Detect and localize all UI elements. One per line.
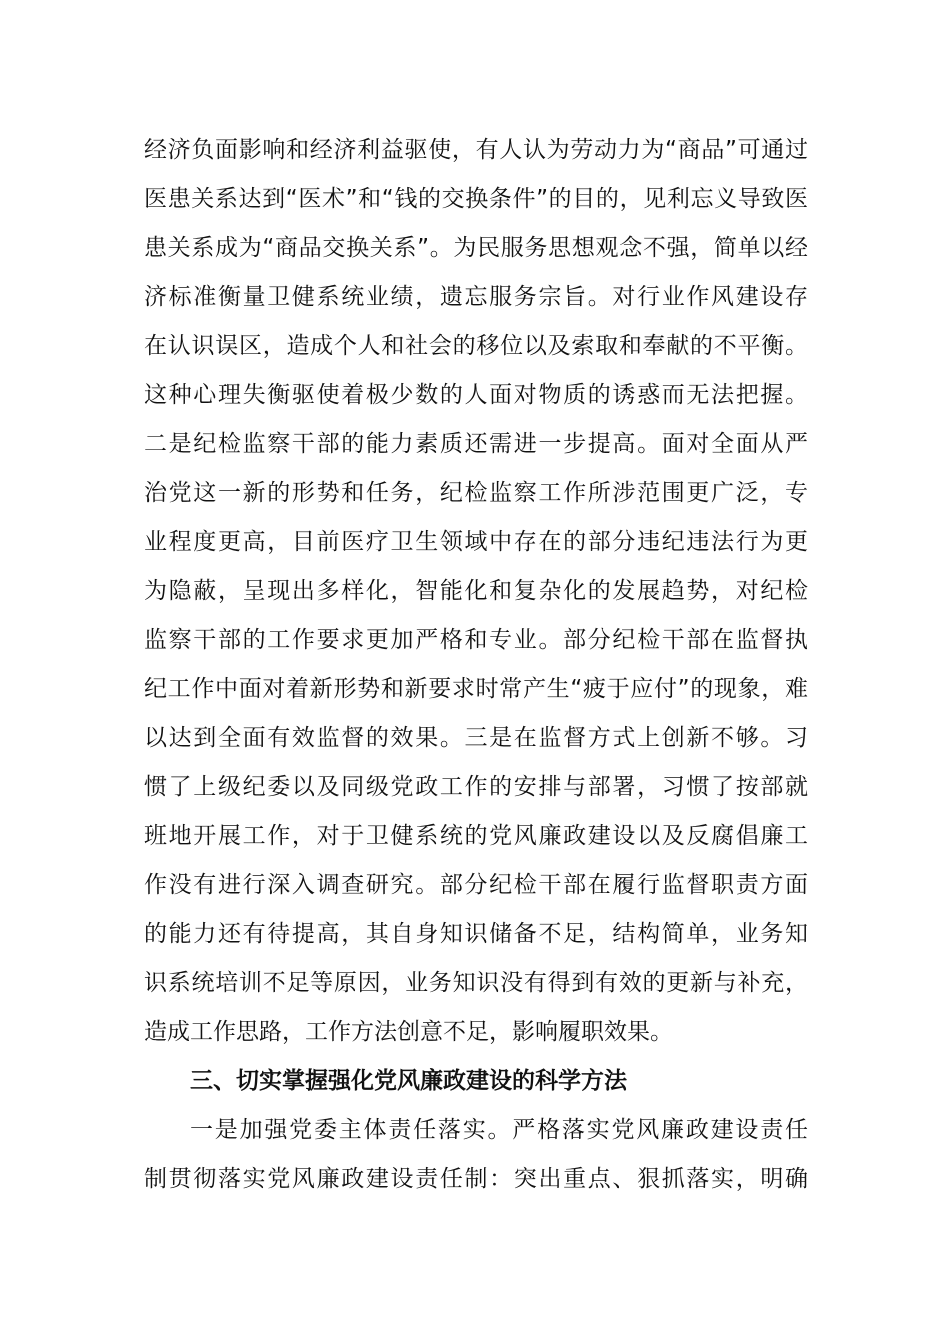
paragraph-line: 一是加强党委主体责任落实。严格落实党风廉政建设责任 [190,1117,808,1143]
paragraph-line: 为隐蔽，呈现出多样化，智能化和复杂化的发展趋势，对纪检 [144,578,808,604]
paragraph-line: 监察干部的工作要求更加严格和专业。部分纪检干部在监督执 [144,627,808,653]
paragraph-line: 济标准衡量卫健系统业绩，遗忘服务宗旨。对行业作风建设存 [144,284,808,310]
paragraph-line: 作没有进行深入调查研究。部分纪检干部在履行监督职责方面 [144,872,808,898]
paragraph-line: 班地开展工作，对于卫健系统的党风廉政建设以及反腐倡廉工 [144,823,808,849]
paragraph-line: 制贯彻落实党风廉政建设责任制：突出重点、狠抓落实，明确 [144,1166,808,1192]
paragraph-line: 造成工作思路，工作方法创意不足，影响履职效果。 [144,1019,673,1045]
paragraph-line: 治党这一新的形势和任务，纪检监察工作所涉范围更广泛，专 [144,480,808,506]
paragraph-line: 惯了上级纪委以及同级党政工作的安排与部署，习惯了按部就 [144,774,808,800]
paragraph-line: 在认识误区，造成个人和社会的移位以及索取和奉献的不平衡。 [144,333,808,359]
paragraph-line: 经济负面影响和经济利益驱使，有人认为劳动力为“商品”可通过 [144,137,808,163]
paragraph-line: 患关系成为“商品交换关系”。为民服务思想观念不强，简单以经 [144,235,808,261]
paragraph-line: 以达到全面有效监督的效果。三是在监督方式上创新不够。习 [144,725,808,751]
paragraph-line: 这种心理失衡驱使着极少数的人面对物质的诱惑而无法把握。 [144,382,808,408]
document-body [144,126,808,1204]
paragraph-line: 医患关系达到“医术”和“钱的交换条件”的目的，见利忘义导致医 [144,186,808,212]
paragraph-line: 识系统培训不足等原因，业务知识没有得到有效的更新与补充， [144,970,808,996]
paragraph-line: 二是纪检监察干部的能力素质还需进一步提高。面对全面从严 [144,431,808,457]
paragraph-line: 纪工作中面对着新形势和新要求时常产生“疲于应付”的现象，难 [144,676,808,702]
section-heading: 三、切实掌握强化党风廉政建设的科学方法 [190,1068,627,1094]
paragraph-line: 的能力还有待提高，其自身知识储备不足，结构简单，业务知 [144,921,808,947]
paragraph-line: 业程度更高，目前医疗卫生领域中存在的部分违纪违法行为更 [144,529,808,555]
